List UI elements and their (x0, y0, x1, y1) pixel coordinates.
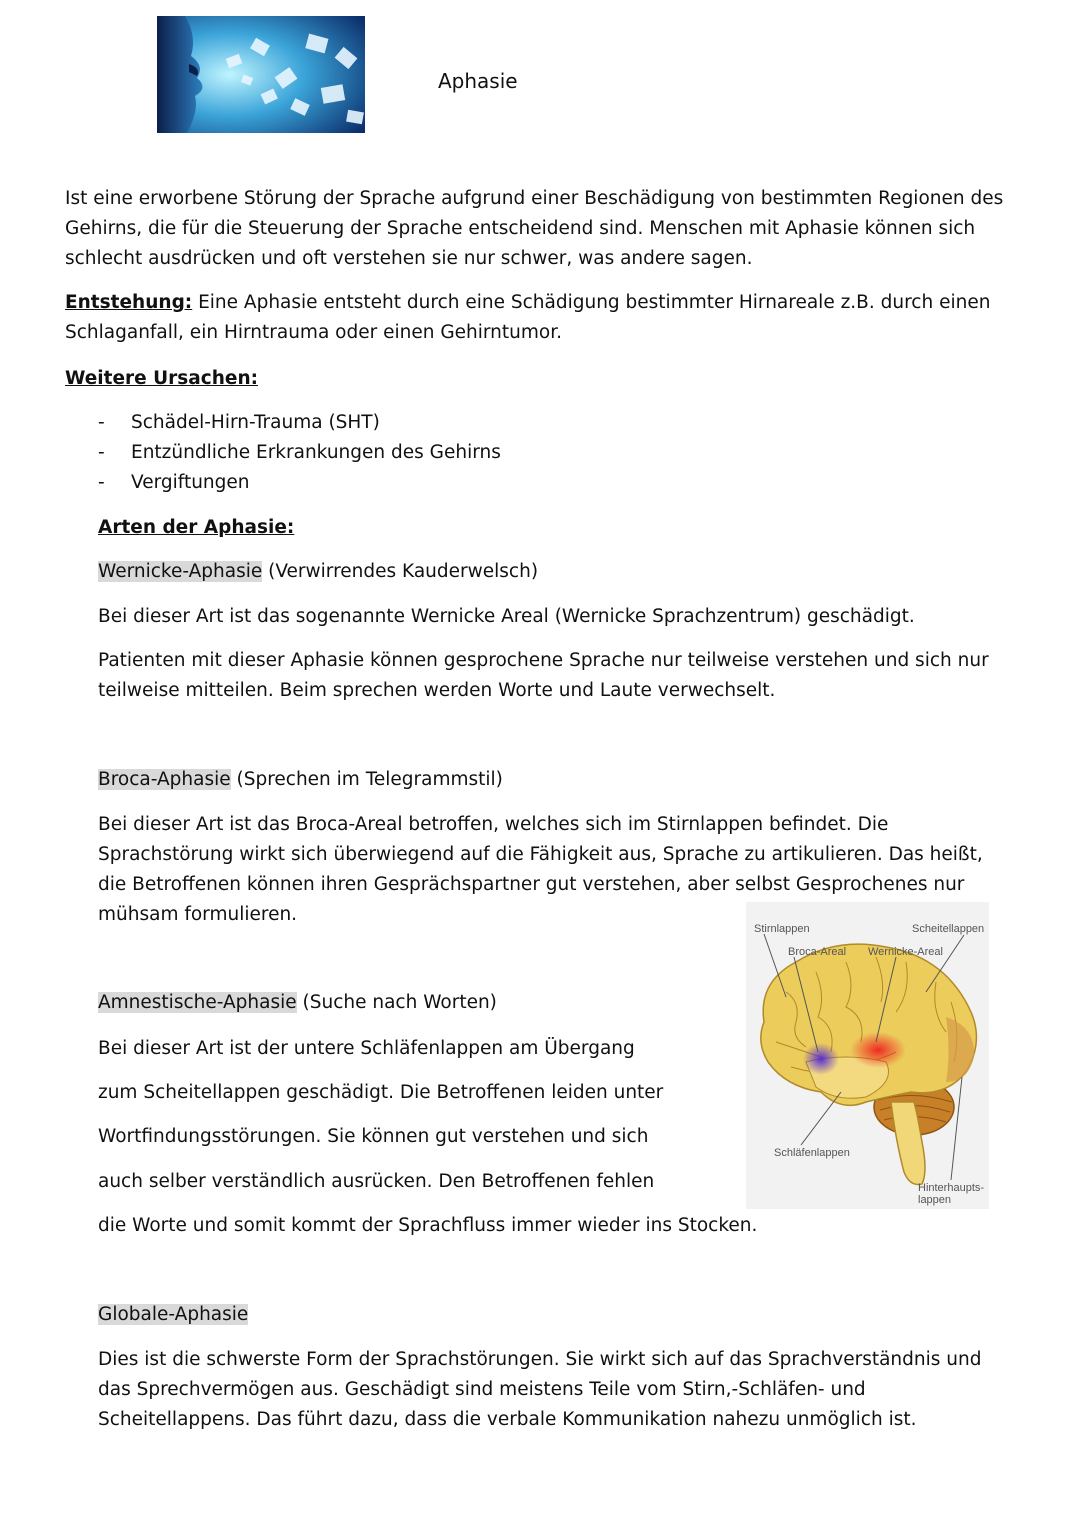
broca-line-1: Bei dieser Art ist das Broca-Areal betroffen, welches sich im Stirnlappen befindet. Die (98, 814, 889, 835)
header-image (157, 16, 365, 133)
list-item: Vergiftungen (131, 472, 250, 493)
amnestisch-name: Amnestische-Aphasie (98, 992, 297, 1013)
wernicke-p1: Bei dieser Art ist das sogenannte Wernicke Areal (Wernicke Sprachzentrum) geschädigt. (98, 606, 915, 627)
label-stirnlappen: Stirnlappen (754, 923, 810, 935)
global-line-3: Scheitellappens. Das führt dazu, dass die verbale Kommunikation nahezu unmöglich ist. (98, 1409, 917, 1430)
wernicke-p2-line-1: Patienten mit dieser Aphasie können gesprochene Sprache nur teilweise verstehen und sich nur (98, 650, 989, 671)
wernicke-subtitle: (Verwirrendes Kauderwelsch) (262, 561, 539, 582)
label-schlaefenlappen: Schläfenlappen (774, 1147, 850, 1159)
broca-line-2: Sprachstörung wirkt sich überwiegend auf die Fähigkeit aus, Sprache zu artikulieren. Das heißt, (98, 844, 983, 865)
amnestisch-line-1: Bei dieser Art ist der untere Schläfenlappen am Übergang (98, 1038, 635, 1059)
amnestisch-heading (98, 988, 497, 1018)
broca-line-3: die Betroffenen können ihren Gesprächspartner gut verstehen, aber selbst Gesprochenes nur (98, 874, 965, 895)
bullet-marker: - (98, 472, 105, 493)
amnestisch-subtitle: (Suche nach Worten) (296, 992, 497, 1013)
amnestisch-line-5: die Worte und somit kommt der Sprachfluss immer wieder ins Stocken. (98, 1215, 758, 1236)
broca-heading (98, 765, 503, 795)
entstehung-line-1 (65, 288, 990, 318)
global-line-1: Dies ist die schwerste Form der Sprachstörungen. Sie wirkt sich auf das Sprachverständnis und (98, 1349, 982, 1370)
global-heading (98, 1300, 248, 1330)
broca-line-4: mühsam formulieren. (98, 904, 298, 925)
broca-subtitle: (Sprechen im Telegrammstil) (230, 769, 503, 790)
global-name: Globale-Aphasie (98, 1304, 249, 1325)
list-item: Schädel-Hirn-Trauma (SHT) (131, 412, 380, 433)
wernicke-name: Wernicke-Aphasie (98, 561, 263, 582)
broca-name: Broca-Aphasie (98, 769, 231, 790)
wernicke-p2-line-2: teilweise mitteilen. Beim sprechen werden Worte und Laute verwechselt. (98, 680, 776, 701)
page-title: Aphasie (438, 69, 518, 93)
label-hinterhaupt-2: lappen (918, 1194, 952, 1206)
intro-line-3: schlecht ausdrücken und oft verstehen sie nur schwer, was andere sagen. (65, 248, 753, 269)
label-hinterhaupt-1: Hinterhaupts- (918, 1182, 985, 1194)
amnestisch-line-3: Wortfindungsstörungen. Sie können gut verstehen und sich (98, 1126, 649, 1147)
brain-figure (746, 902, 989, 1209)
label-broca-areal: Broca-Areal (788, 946, 847, 958)
amnestisch-line-4: auch selber verständlich ausrücken. Den Betroffenen fehlen (98, 1171, 655, 1192)
bullet-marker: - (98, 412, 105, 433)
bullet-marker: - (98, 442, 105, 463)
ursachen-heading: Weitere Ursachen: (65, 368, 259, 389)
intro-line-1: Ist eine erworbene Störung der Sprache aufgrund einer Beschädigung von bestimmten Regionen des (65, 188, 1004, 209)
entstehung-text: Eine Aphasie entsteht durch eine Schädigung bestimmter Hirnareale z.B. durch einen (192, 292, 991, 313)
label-scheitellappen: Scheitellappen (912, 923, 985, 935)
wernicke-heading (98, 557, 538, 587)
label-wernicke-areal: Wernicke-Areal (868, 946, 943, 958)
list-item: Entzündliche Erkrankungen des Gehirns (131, 442, 501, 463)
arten-heading: Arten der Aphasie: (98, 517, 295, 538)
entstehung-label: Entstehung: (65, 292, 193, 313)
amnestisch-line-2: zum Scheitellappen geschädigt. Die Betroffenen leiden unter (98, 1082, 664, 1103)
entstehung-line-2: Schlaganfall, ein Hirntrauma oder einen Gehirntumor. (65, 322, 563, 343)
mouth-puzzle-pieces-image (157, 16, 365, 133)
global-line-2: das Sprechvermögen aus. Geschädigt sind meistens Teile vom Stirn,-Schläfen- und (98, 1379, 866, 1400)
intro-line-2: Gehirns, die für die Steuerung der Sprache entscheidend sind. Menschen mit Aphasie können sich (65, 218, 976, 239)
